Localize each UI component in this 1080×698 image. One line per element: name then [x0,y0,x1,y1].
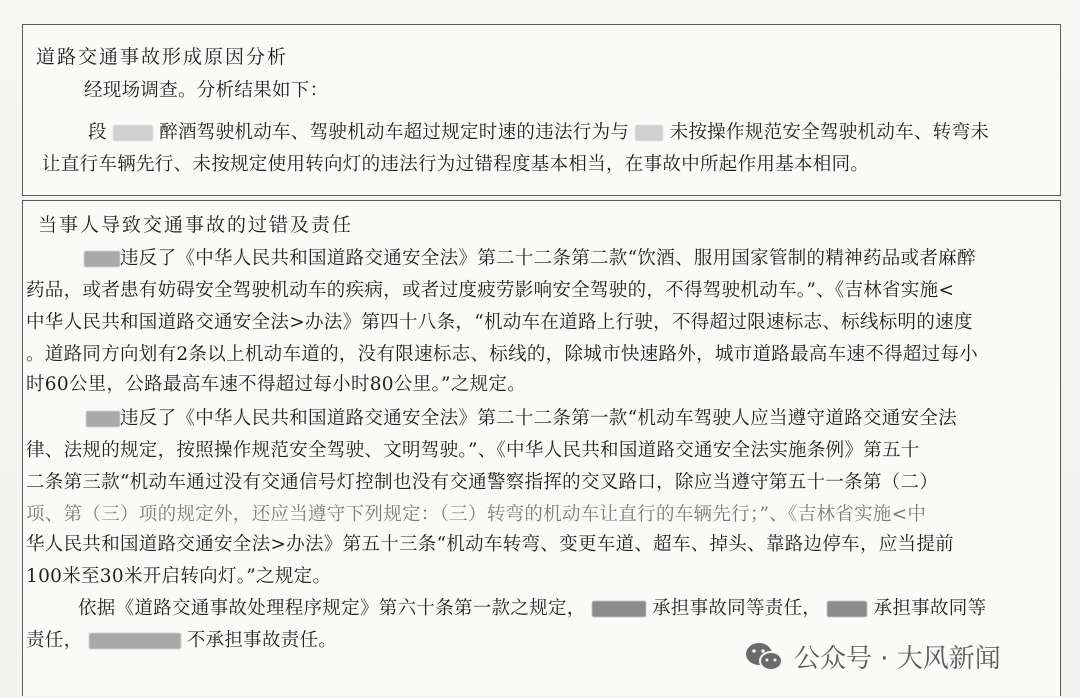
redacted-name [827,601,867,617]
section-title-liability: 当事人导致交通事故的过错及责任 [38,214,354,236]
redacted-name [86,411,120,427]
liability-p1-line1 [84,244,976,270]
liability-p2-line6: 100米至30米开启转向灯。”之规定。 [26,566,332,587]
liability-p2-line4: 项、第（三）项的规定外，还应当遵守下列规定：（三）转弯的机动车让直行的车辆先行；”、《吉林省实施<中 [26,504,927,525]
section-title-cause: 道路交通事故形成原因分析 [36,46,289,68]
text-segment: 醉酒驾驶机动车、驾驶机动车超过规定时速的违法行为与 [159,122,630,143]
wechat-icon [744,641,784,673]
liability-p3-line2 [26,626,337,652]
cause-paragraph-line2: 让直行车辆先行、未按规定使用转向灯的违法行为过错程度基本相当，在事故中所起作用基本相同。 [42,154,870,175]
liability-p2-line3: 二条第三款“机动车通过没有交通信号灯控制也没有交通警察指挥的交叉路口，除应当遵守第五十一条第（二） [26,472,939,493]
party-surname: 段 [88,122,107,143]
redacted-name [113,125,153,141]
text-segment: 未按操作规范安全驾驶机动车、转弯未 [669,122,990,143]
redacted-name [84,251,120,267]
liability-p1-line2: 药品，或者患有妨碍安全驾驶机动车的疾病，或者过度疲劳影响安全驾驶的，不得驾驶机动车。”、《吉林省实施< [26,280,955,301]
liability-p1-line5: 时60公里，公路最高车速不得超过每小时80公里。”之规定。 [26,374,526,395]
redacted-name [592,601,646,617]
redacted-name [89,633,181,649]
text-segment: 承担事故同等 [873,598,987,619]
cause-paragraph-line1 [88,118,989,144]
watermark [744,638,1001,675]
intro-text: 经现场调查。分析结果如下： [84,80,329,101]
liability-p1-line4: 。道路同方向划有2条以上机动车道的，没有限速标志、标线的，除城市快速路外，城市道路最高车速不得超过每小 [26,344,979,365]
text-segment: 违反了《中华人民共和国道路交通安全法》第二十二条第一款“机动车驾驶人应当遵守道路交通安全法 [120,408,957,429]
liability-p2-line2: 律、法规的规定，按照操作规范安全驾驶、文明驾驶。”、《中华人民共和国道路交通安全法实施条例》第五十 [26,440,920,461]
text-segment: 承担事故同等责任， [651,598,822,619]
liability-p3-line1 [78,594,986,620]
text-segment: 依据《道路交通事故处理程序规定》第六十条第一款之规定， [78,598,586,619]
text-segment: 不承担事故责任。 [186,630,338,651]
watermark-text: 公众号 · 大风新闻 [794,644,1001,674]
liability-p2-line5: 华人民共和国道路交通安全法>办法》第五十三条“机动车转弯、变更车道、超车、掉头、靠路边停车，应当提前 [26,534,954,555]
text-segment: 责任， [26,630,83,651]
liability-p2-line1 [86,404,957,430]
redacted-name [635,125,663,141]
text-segment: 违反了《中华人民共和国道路交通安全法》第二十二条第二款“饮酒、服用国家管制的精神药品或者麻醉 [120,248,976,269]
liability-p1-line3: 中华人民共和国道路交通安全法>办法》第四十八条，“机动车在道路上行驶，不得超过限速标志、标线标明的速度 [26,312,973,333]
